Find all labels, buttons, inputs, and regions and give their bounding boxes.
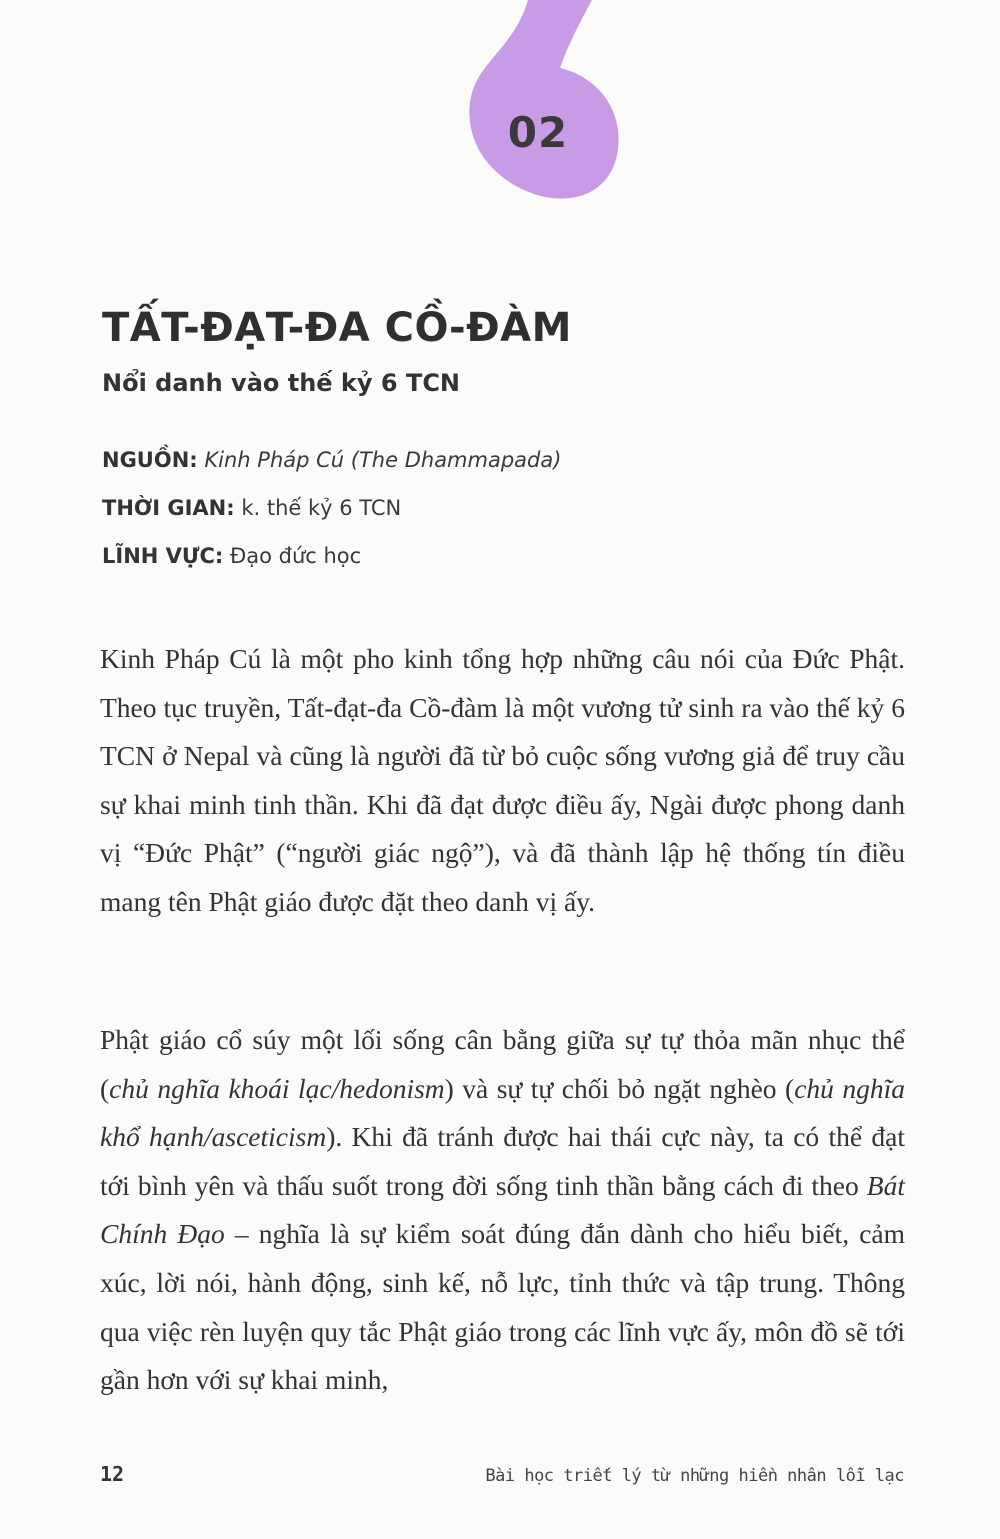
meta-time-label: THỜI GIAN: (102, 496, 235, 520)
page-title: TẤT-ĐẠT-ĐA CỒ-ĐÀM (102, 305, 572, 351)
running-footer-title: Bài học triết lý từ những hiền nhân lỗi lạc (485, 1466, 904, 1486)
paragraph-2-part-2: ) và sự tự chối bỏ ngặt nghèo ( (444, 1072, 795, 1104)
meta-source-label: NGUỒN: (102, 448, 198, 472)
body-paragraph-1: Kinh Pháp Cú là một pho kinh tổng hợp những câu nói của Đức Phật. Theo tục truyền, Tất-đạt-đa Cồ-đàm là một vương tử sinh ra vào thế kỷ 6 TCN ở Nepal và cũng là người đã từ bỏ cuộc sống vương giả để truy cầu sự khai minh tinh thần. Khi đã đạt được điều ấy, Ngài được phong danh vị “Đức Phật” (“người giác ngộ”), và đã thành lập hệ thống tín điều mang tên Phật giáo được đặt theo danh vị ấy. (100, 643, 905, 917)
meta-field-label: LĨNH VỰC: (102, 544, 224, 568)
page-subtitle: Nổi danh vào thế kỷ 6 TCN (102, 369, 461, 397)
quote-mark-icon (420, 0, 640, 210)
paragraph-2-emphasis-3: Bát Chính Đạo (100, 1169, 905, 1250)
meta-source-value: Kinh Pháp Cú (The Dhammapada) (204, 448, 562, 472)
paragraph-2-part-3: ). Khi đã tránh được hai thái cực này, ta có thể đạt tới bình yên và thấu suốt trong đời sống tinh thần bằng cách đi theo (100, 1121, 905, 1201)
body-paragraph-2 (100, 1016, 905, 1405)
paragraph-2-part-4: – nghĩa là sự kiểm soát đúng đắn dành cho hiểu biết, cảm xúc, lời nói, hành động, sinh kế, nỗ lực, tỉnh thức và tập trung. Thông qua việc rèn luyện quy tắc Phật giáo trong các lĩnh vực ấy, môn đồ sẽ tới gần hơn với sự khai minh, (100, 1218, 905, 1396)
meta-time-value: k. thế kỷ 6 TCN (241, 496, 402, 520)
meta-time (102, 496, 401, 520)
page-number: 12 (100, 1462, 125, 1486)
meta-field (102, 544, 361, 568)
meta-field-value: Đạo đức học (229, 544, 362, 568)
chapter-number: 02 (507, 108, 569, 157)
paragraph-2-emphasis-2: chủ nghĩa khổ hạnh/asceticism (100, 1072, 905, 1153)
meta-source (102, 448, 561, 472)
paragraph-2-emphasis-1: chủ nghĩa khoái lạc/hedonism (109, 1072, 445, 1104)
paragraph-2-part-1: Phật giáo cổ súy một lối sống cân bằng giữa sự tự thỏa mãn nhục thể ( (100, 1024, 905, 1104)
